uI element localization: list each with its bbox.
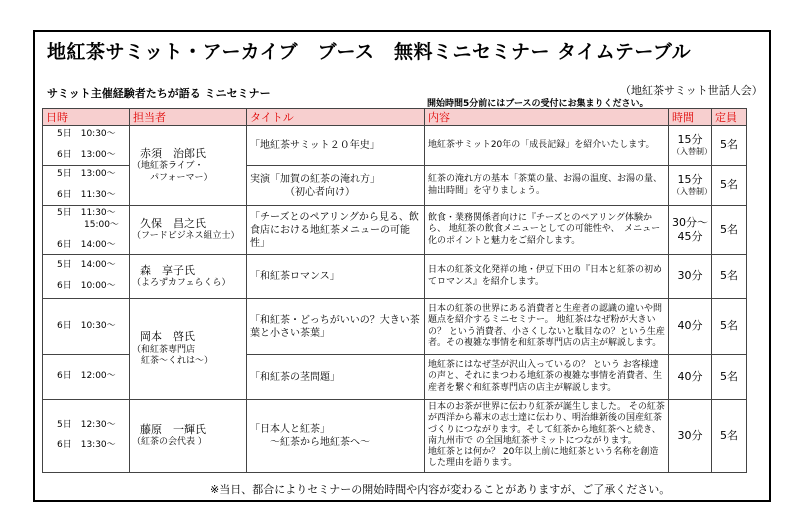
timetable <box>42 108 747 473</box>
content-cell: 日本の紅茶の世界にある消費者と生産者の認識の違いや問題点を紹介するミニセミナー。 地紅茶はなぜ粉が大きいの？ という消費者、小さくしないと駄目なの？という生産者。その複雑な事情を和紅茶専門店の店主が解説します。 <box>425 299 669 355</box>
title-cell: 「和紅茶・どっちがいいの？大きい茶葉と小さい茶葉」 <box>247 299 425 355</box>
date-line: 5日 14:00～ <box>57 260 116 271</box>
presenter-name: 藤原 一輝氏 <box>140 422 206 436</box>
presenter-affiliation: （紅茶の会代表 ） <box>132 437 207 448</box>
footnote: ※当日、都合によりセミナーの開始時間や内容が変わることがありますが、ご了承ください。 <box>210 483 671 496</box>
page-title: 地紅茶サミット・アーカイブ ブース 無料ミニセミナー タイムテーブル <box>47 41 692 63</box>
col-header-title: タイトル <box>247 109 425 126</box>
date-line: 5日 11:30～ 15:00～ <box>57 208 119 230</box>
table-row <box>43 299 747 355</box>
presenter-cell <box>130 255 247 299</box>
content-cell: 地紅茶サミット20年の「成長記録」を紹介いたします。 <box>425 126 669 166</box>
capacity-cell: 5名 <box>712 206 747 255</box>
title-cell: 実演「加賀の紅茶の淹れ方」 （初心者向け） <box>247 166 425 206</box>
date-cell <box>43 126 130 166</box>
content-cell: 紅茶の淹れ方の基本「茶葉の量、お湯の温度、お湯の量、抽出時間」を守りましょう。 <box>425 166 669 206</box>
col-header-presenter: 担当者 <box>130 109 247 126</box>
presenter-name: 森 享子氏 <box>140 263 195 277</box>
capacity-cell: 5名 <box>712 126 747 166</box>
capacity-cell: 5名 <box>712 166 747 206</box>
presenter-cell <box>130 206 247 255</box>
duration-cell: 40分 <box>669 299 712 355</box>
duration-cell: 40分 <box>669 355 712 400</box>
date-cell <box>43 355 130 400</box>
presenter-name: 岡本 啓氏 <box>140 330 195 344</box>
presenter-affiliation: （よろずカフェらくら） <box>132 277 231 288</box>
content-cell: 飲食・業務関係者向けに『チーズとのペアリング体験から、 地紅茶の飲食メニューとしての可能性や、 メニュー化のポイントと魅力をご紹介します。 <box>425 206 669 255</box>
title-cell: 「和紅茶の茎問題」 <box>247 355 425 400</box>
content-cell: 地紅茶にはなぜ茎が沢山入っているの？ という お客様達の声と、それにまつわる地紅茶の複雑な事情を消費者、生産者を繋ぐ和紅茶専門店の店主が解説します。 <box>425 355 669 400</box>
presenter-name: 久保 昌之氏 <box>140 217 206 231</box>
date-line: 5日 13:00～ <box>57 169 116 180</box>
duration-cell <box>669 166 712 206</box>
organizer: （地紅茶サミット世話人会） <box>620 84 763 97</box>
presenter-cell <box>130 299 247 400</box>
presenter-affiliation: （地紅茶ライブ・ パフォーマー） <box>132 160 213 183</box>
presenter-name: 赤須 治郎氏 <box>140 146 206 160</box>
date-line: 6日 11:30～ <box>57 190 116 200</box>
duration-value: 15分 <box>677 173 703 187</box>
duration-value: 15分 <box>677 133 703 147</box>
duration-note: （入替制） <box>672 187 712 197</box>
duration-cell: 30分～ 45分 <box>669 206 712 255</box>
title-cell: 「日本人と紅茶」 ～紅茶から地紅茶へ～ <box>247 400 425 473</box>
duration-cell: 30分 <box>669 400 712 473</box>
presenter-cell <box>130 400 247 473</box>
date-cell <box>43 299 130 355</box>
col-header-content: 内容 <box>425 109 669 126</box>
presenter-cell <box>130 126 247 206</box>
title-cell: 「和紅茶ロマンス」 <box>247 255 425 299</box>
table-row <box>43 126 747 166</box>
date-cell <box>43 400 130 473</box>
table-row <box>43 255 747 299</box>
table-row <box>43 400 747 473</box>
date-cell <box>43 255 130 299</box>
duration-note: （入替制） <box>672 147 712 157</box>
duration-cell: 30分 <box>669 255 712 299</box>
duration-cell <box>669 126 712 166</box>
col-header-capacity: 定員 <box>712 109 747 126</box>
date-line: 6日 13:00～ <box>57 150 116 160</box>
subtitle: サミット主催経験者たちが語る ミニセミナー <box>47 87 271 100</box>
date-line: 6日 14:00～ <box>57 240 116 251</box>
date-line: 5日 12:30～ <box>57 419 116 430</box>
capacity-cell: 5名 <box>712 355 747 400</box>
col-header-datetime: 日時 <box>43 109 130 126</box>
date-line: 6日 13:30～ <box>57 440 116 451</box>
content-cell: 日本の紅茶文化発祥の地・伊豆下田の『日本と紅茶の初めてロマンス』を紹介します。 <box>425 255 669 299</box>
date-line: 6日 10:30～ <box>57 320 116 331</box>
header-row <box>43 109 747 126</box>
date-cell <box>43 206 130 255</box>
date-line: 5日 10:30～ <box>57 129 116 140</box>
title-cell: 「地紅茶サミット２０年史」 <box>247 126 425 166</box>
capacity-cell: 5名 <box>712 255 747 299</box>
content-cell: 日本のお茶が世界に伝わり紅茶が誕生しました。 その紅茶が西洋から幕末の志士達に伝わり、明治維新後の国産紅茶づくりにつながります。そして紅茶から地紅茶へと続き、南九州市で の全国地紅茶サミットにつながります。 地紅茶とは何か？ 20年以上前に地紅茶という名称を創造した理由を語ります。 <box>425 400 669 473</box>
col-header-duration: 時間 <box>669 109 712 126</box>
date-line: 6日 10:00～ <box>57 281 116 292</box>
date-line: 6日 12:00～ <box>57 371 116 382</box>
presenter-affiliation: （和紅茶専門店 紅茶～くれは～） <box>132 344 214 367</box>
table-row <box>43 206 747 255</box>
capacity-cell: 5名 <box>712 299 747 355</box>
title-cell: 「チーズとのペアリングから見る、飲食店における地紅茶メニューの可能性」 <box>247 206 425 255</box>
date-cell <box>43 166 130 206</box>
notice: 開始時間5分前にはブースの受付にお集まりください。 <box>427 99 649 109</box>
presenter-affiliation: （フードビジネス組立士） <box>132 231 240 242</box>
capacity-cell: 5名 <box>712 400 747 473</box>
